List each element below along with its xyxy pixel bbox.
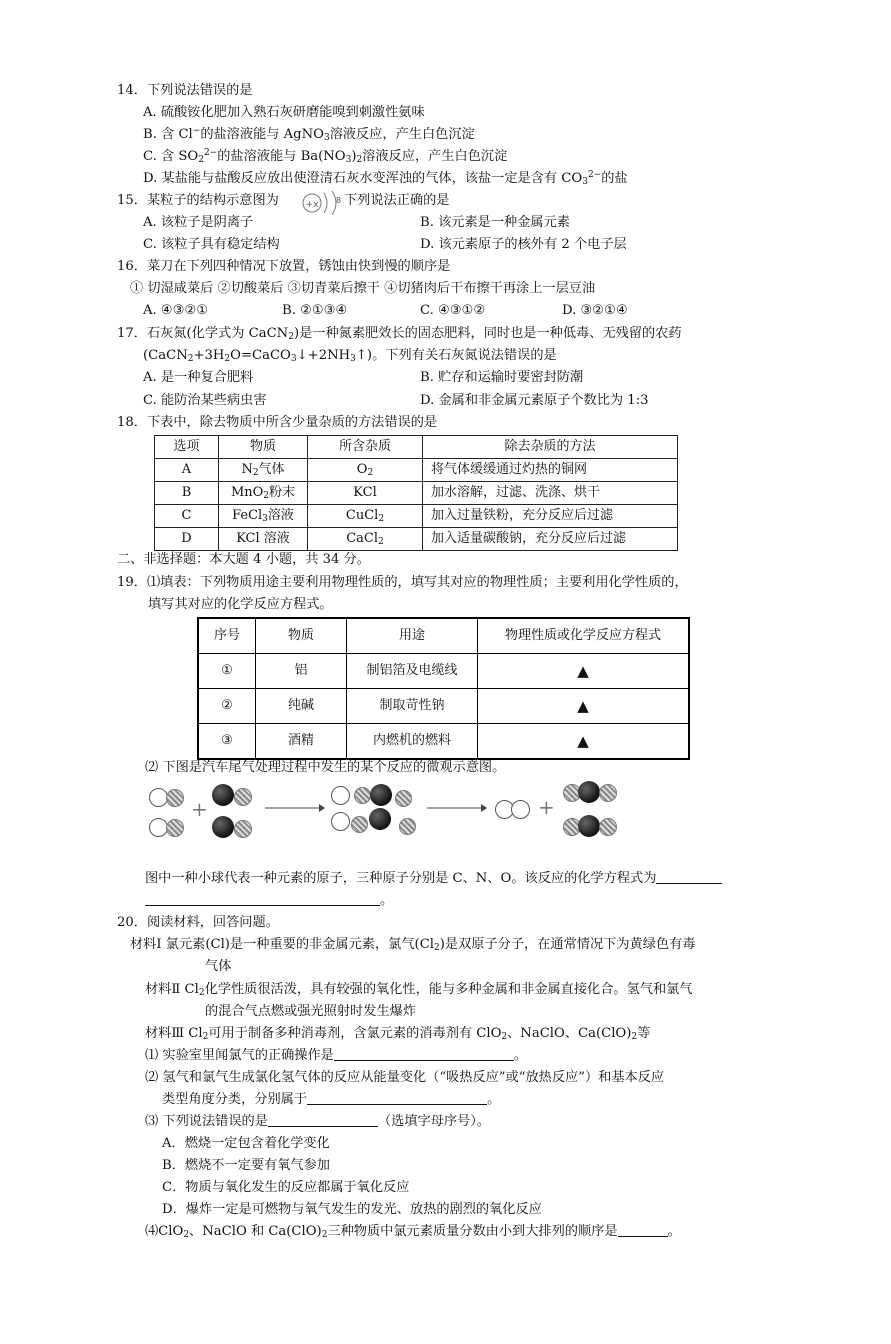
q17-option-c: C. 能防治某些病虫害 [143,393,267,408]
plus-sign-icon: + [538,795,555,819]
table-header-cell: 所含杂质 [308,436,423,459]
table-cell-no: ② [198,689,256,724]
atom-black [369,808,391,830]
q16-option-d: D. ③②①④ [562,303,628,318]
q20-sub4: ⑷ClO$_2$、NaClO 和 $Ca(ClO)_2$三种物质中氯元素质量分数由小到大排列的顺序是 。 [145,1224,681,1240]
atom-gray [234,788,252,806]
table-header-cell: 物质 [219,436,308,459]
table-cell-substance: FeCl$_3$溶液 [219,505,308,528]
q20-sub3-option-a: A．燃烧一定包含着化学变化 [162,1136,330,1151]
answer-blank[interactable] [307,1090,487,1105]
table-cell-no: ③ [198,724,256,760]
answer-blank[interactable] [618,1222,668,1237]
q15-option-a: A. 该粒子是阴离子 [143,215,254,230]
q19-table [197,617,690,760]
atom-gray [234,820,252,838]
material-3-line: 材料Ⅲ $Cl_2$可用于制备多种消毒剂，含氯元素的消毒剂有 ClO$_2$、NaClO、$Ca(ClO)_2$等 [145,1026,651,1042]
q15-stem-part2: 下列说法正确的是 [344,193,450,208]
table-cell-no: ① [198,654,256,689]
table-header-row [198,618,689,654]
table-row [198,724,689,760]
table-cell-option: B [155,482,219,505]
q19-description: 图中一种小球代表一种元素的原子，三种原子分别是 C、N、O。该反应的化学方程式为 [145,868,722,890]
table-row [155,528,678,551]
q14-stem: 14．下列说法错误的是 [117,83,253,98]
table-cell-method: 加入适量碳酸钠，充分反应后过滤 [423,528,678,551]
q16-option-a: A. ④③②① [143,303,209,318]
table-cell-method: 加水溶解，过滤、洗涤、烘干 [423,482,678,505]
particle-structure-diagram [298,189,346,215]
q20-sub1: ⑴ 实验室里闻氯气的正确操作是 。 [145,1048,528,1063]
q19-part2-text: ⑵ 下图是汽车尾气处理过程中发生的某个反应的微观示意图。 [145,760,506,775]
atom-gray [166,819,184,837]
q20-sub2-line2: 类型角度分类，分别属于 。 [162,1092,501,1107]
table-row [155,482,678,505]
q20-sub3-option-c: C．物质与氧化发生的反应都属于氧化反应 [162,1180,410,1195]
atom-gray [399,818,416,835]
q17-option-b: B. 贮存和运输时要密封防潮 [420,370,584,385]
q20-sub3-option-d: D．爆炸一定是可燃物与氧气发生的发光、放热的剧烈的氧化反应 [162,1202,542,1217]
answer-triangle-marker: ▲ [478,654,690,689]
table-cell-method: 加入过量铁粉，充分反应后过滤 [423,505,678,528]
q20-sub2-line1: ⑵ 氢气和氯气生成氯化氢气体的反应从能量变化（“吸热反应”或“放热反应”）和基本反应 [145,1070,665,1085]
atom-white [331,786,350,805]
nucleus-charge-label: +x [305,200,319,210]
q16-option-c: C. ④③①② [420,303,486,318]
q15-stem-part1: 15．某粒子的结构示意图为 [117,193,279,208]
material-2-line2: 的混合气点燃或强光照射时发生爆炸 [205,1004,416,1019]
answer-blank[interactable] [334,1046,514,1061]
table-row [198,654,689,689]
table-cell-impurity: CaCl$_2$ [308,528,423,551]
atom-black [212,816,234,838]
q14-option-b: B. 含 Cl−的盐溶液能与 AgNO$_3$溶液反应，产生白色沉淀 [143,126,475,143]
q19-stem-line1: 19．⑴填表：下列物质用途主要利用物理性质的，填写其对应的物理性质；主要利用化学性质的， [117,575,688,590]
table-cell-option: A [155,459,219,482]
table-cell-use: 内燃机的燃料 [347,724,478,760]
atom-gray [166,789,184,807]
table-cell-substance: 铝 [256,654,347,689]
q16-stem: 16．菜刀在下列四种情况下放置，锈蚀由快到慢的顺序是 [117,259,451,274]
q20-sub3-option-b: B．燃烧不一定要有氧气参加 [162,1158,330,1173]
plus-sign-icon: + [191,797,208,821]
atom-black [578,781,600,803]
table-cell-method: 将气体缓缓通过灼热的铜网 [423,459,678,482]
atom-white [511,800,530,819]
atom-gray [599,784,617,802]
q20-stem: 20．阅读材料，回答问题。 [117,915,279,930]
table-header-cell: 除去杂质的方法 [423,436,678,459]
answer-triangle-marker: ▲ [478,724,690,760]
atom-black [370,784,392,806]
atom-gray [351,816,368,833]
q20-sub3: ⑶ 下列说法错误的是 （选填字母序号）。 [145,1114,490,1129]
answer-triangle-marker: ▲ [478,689,690,724]
table-cell-substance: 酒精 [256,724,347,760]
section-2-heading: 二、非选择题：本大题 4 小题，共 34 分。 [117,552,370,567]
q17-option-a: A. 是一种复合肥料 [143,370,254,385]
answer-blank[interactable] [145,891,380,906]
table-header-cell: 用途 [347,618,478,654]
atom-gray [354,787,371,804]
material-2-line1: 材料Ⅱ $Cl_2$化学性质很活泼，具有较强的氧化性，能与多种金属和非金属直接化合。氢气和氯气 [145,982,693,998]
q15-option-b: B. 该元素是一种金属元素 [420,215,570,230]
table-cell-substance: $N_2$气体 [219,459,308,482]
table-cell-impurity: KCl [308,482,423,505]
material-1-line1: 材料Ⅰ 氯元素(Cl)是一种重要的非金属元素，氯气$(Cl_2)$是双原子分子，在通常情况下为黄绿色有毒 [130,937,696,953]
answer-blank[interactable] [268,1112,378,1127]
table-cell-use: 制铝箔及电缆线 [347,654,478,689]
q14-option-a: A. 硫酸铵化肥加入熟石灰研磨能嗅到刺激性氨味 [143,105,425,120]
q17-stem-line2: $(CaCN_2+3H_2O=CaCO_3↓+2NH_3↑)$。下列有关石灰氮说法错误的是 [143,348,557,364]
table-cell-impurity: CuCl$_2$ [308,505,423,528]
q19-stem-line2: 填写其对应的化学反应方程式。 [148,597,333,612]
table-row [155,505,678,528]
atom-white [331,812,350,831]
atom-gray [599,818,617,836]
q19-answer-line: 。 [145,890,393,912]
arrow-icon [265,802,325,814]
table-cell-option: C [155,505,219,528]
material-1-line2: 气体 [205,959,232,974]
atom-black [212,784,234,806]
q18-stem: 18．下表中，除去物质中所含少量杂质的方法错误的是 [117,415,438,430]
q16-option-b: B. ②①③④ [282,303,348,318]
table-header-cell: 序号 [198,618,256,654]
table-cell-substance: 纯碱 [256,689,347,724]
q15-option-c: C. 该粒子具有稳定结构 [143,237,280,252]
table-header-cell: 物理性质或化学反应方程式 [478,618,690,654]
answer-blank[interactable] [656,869,722,884]
atom-black [578,815,600,837]
arrow-icon [427,802,487,814]
table-row [198,689,689,724]
table-header-row [155,436,678,459]
table-cell-option: D [155,528,219,551]
table-cell-use: 制取苛性钠 [347,689,478,724]
q14-option-c: C. 含 $SO_2^{2-}$的盐溶液能与 $Ba(NO_3)_2$溶液反应，产生白色沉淀 [143,148,508,165]
q15-option-d: D. 该元素原子的核外有 2 个电子层 [420,237,627,252]
table-cell-substance: MnO$_2$粉末 [219,482,308,505]
table-header-cell: 选项 [155,436,219,459]
table-cell-substance: KCl 溶液 [219,528,308,551]
table-header-cell: 物质 [256,618,347,654]
q16-conditions: ① 切湿咸菜后 ②切酸菜后 ③切青菜后擦干 ④切猪肉后干布擦干再涂上一层豆油 [130,281,596,296]
q17-option-d: D. 金属和非金属元素原子个数比为 1:3 [420,393,649,408]
shell-electron-count: 8 [336,196,342,205]
q17-stem-line1: 17．石灰氮(化学式为 CaCN$_2$)是一种氮素肥效长的固态肥料，同时也是一种低毒、无残留的农药 [117,326,682,342]
table-cell-impurity: $O_2$ [308,459,423,482]
reaction-micro-diagram [145,780,625,840]
atom-gray [395,790,412,807]
q18-table [154,435,678,551]
table-row [155,459,678,482]
q14-option-d: D. 某盐能与盐酸反应放出使澄清石灰水变浑浊的气体，该盐一定是含有 $CO_3^{2-}$的盐 [143,170,628,187]
